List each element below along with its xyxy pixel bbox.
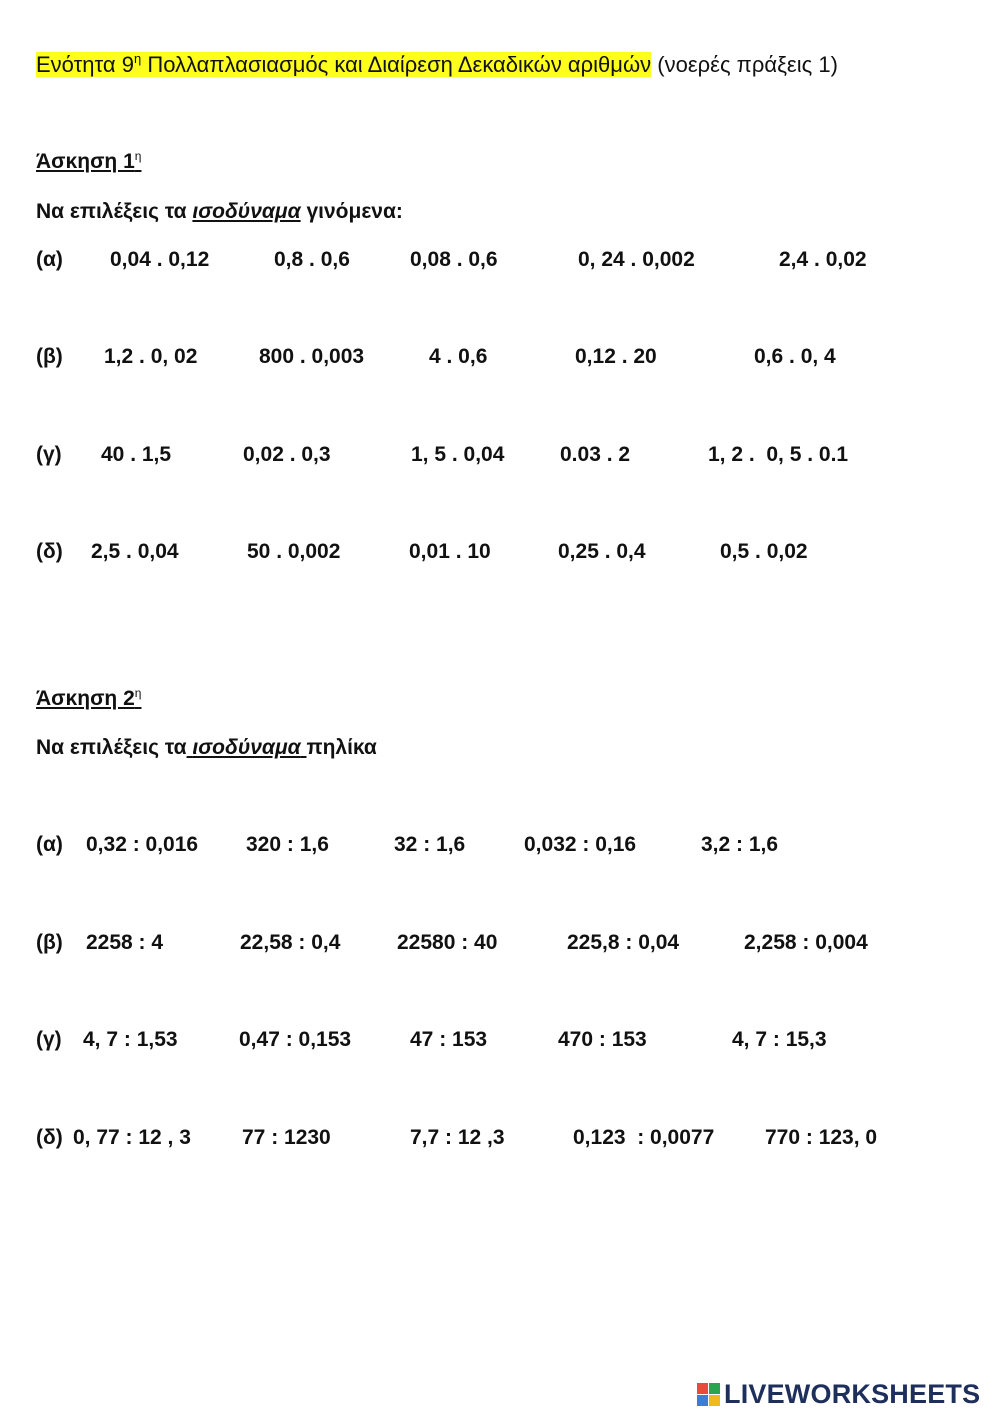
exercise1-keyword: ισοδύναμα — [192, 200, 301, 223]
quotient-option[interactable]: 0,47 : 0,153 — [239, 1028, 352, 1051]
quotient-option[interactable]: 22580 : 40 — [397, 931, 498, 954]
quotient-option[interactable]: 225,8 : 0,04 — [567, 931, 680, 954]
exercise2-row-d — [0, 1123, 1000, 1153]
quotient-option[interactable]: 770 : 123, 0 — [765, 1126, 878, 1149]
exercise2-instruction: Να επιλέξεις τα ισοδύναμα πηλίκα — [36, 736, 377, 759]
logo-text: LIVEWORKSHEETS — [724, 1378, 981, 1409]
exercise2-title: Άσκηση $2^\eta$ — [36, 686, 142, 710]
product-option[interactable]: 0,25 . 0,4 — [558, 540, 646, 563]
product-option[interactable]: 0,6 . 0, 4 — [754, 345, 836, 368]
product-option[interactable]: 0.03 . 2 — [560, 443, 631, 466]
quotient-option[interactable]: 2258 : 4 — [86, 931, 164, 954]
title-topic: Πολλαπλασιασμός και Διαίρεση Δεκαδικών αριθμών — [141, 52, 652, 77]
product-option[interactable]: 0,02 . 0,3 — [243, 443, 331, 466]
product-option[interactable]: 800 . 0,003 — [259, 345, 365, 368]
exercise1-row-a — [0, 245, 1000, 275]
quotient-option[interactable]: 32 : 1,6 — [394, 833, 466, 856]
page-title — [36, 50, 838, 80]
exercise2-row-c — [0, 1025, 1000, 1055]
quotient-option[interactable]: 470 : 153 — [558, 1028, 647, 1051]
product-option[interactable]: 4 . 0,6 — [429, 345, 488, 368]
quotient-option[interactable]: 3,2 : 1,6 — [701, 833, 779, 856]
product-option[interactable]: 40 . 1,5 — [101, 443, 172, 466]
row-label: (α) — [36, 833, 63, 856]
quotient-option[interactable]: 22,58 : 0,4 — [240, 931, 341, 954]
product-option[interactable]: 1, 5 . 0,04 — [411, 443, 505, 466]
product-option[interactable]: 0, 24 . 0,002 — [578, 248, 695, 271]
quotient-option[interactable]: 0,032 : 0,16 — [524, 833, 637, 856]
quotient-option[interactable]: 7,7 : 12 ,3 — [410, 1126, 505, 1149]
product-option[interactable]: 2,5 . 0,04 — [91, 540, 179, 563]
exercise1-row-b — [0, 342, 1000, 372]
quotient-option[interactable]: 2,258 : 0,004 — [744, 931, 868, 954]
product-option[interactable]: 1, 2 . 0, 5 . 0.1 — [708, 443, 849, 466]
quotient-option[interactable]: 4, 7 : 15,3 — [732, 1028, 827, 1051]
product-option[interactable]: 50 . 0,002 — [247, 540, 341, 563]
quotient-option[interactable]: 47 : 153 — [410, 1028, 488, 1051]
product-option[interactable]: 1,2 . 0, 02 — [104, 345, 198, 368]
product-option[interactable]: 0,01 . 10 — [409, 540, 491, 563]
title-highlight — [36, 52, 651, 77]
product-option[interactable]: 2,4 . 0,02 — [779, 248, 867, 271]
row-label: (β) — [36, 931, 63, 954]
exercise2-keyword: ισοδύναμα — [192, 736, 301, 759]
row-label: (α) — [36, 248, 63, 271]
exercise1-title: Άσκηση $1^\eta$ — [36, 149, 142, 173]
product-option[interactable]: 0,5 . 0,02 — [720, 540, 808, 563]
quotient-option[interactable]: 4, 7 : 1,53 — [83, 1028, 178, 1051]
quotient-option[interactable]: 0,32 : 0,016 — [86, 833, 199, 856]
exercise2-row-b — [0, 928, 1000, 958]
exercise2-row-a — [0, 830, 1000, 860]
row-label: (δ) — [36, 540, 63, 563]
liveworksheets-logo-icon — [697, 1383, 720, 1406]
row-label: (γ) — [36, 443, 62, 466]
quotient-option[interactable]: 320 : 1,6 — [246, 833, 329, 856]
product-option[interactable]: 0,08 . 0,6 — [410, 248, 498, 271]
product-option[interactable]: 0,8 . 0,6 — [274, 248, 350, 271]
quotient-option[interactable]: 77 : 1230 — [242, 1126, 331, 1149]
title-subtitle: (νοερές πράξεις 1) — [651, 52, 838, 77]
title-unit: Ενότητα 9 — [36, 52, 134, 77]
liveworksheets-logo[interactable] — [697, 1377, 980, 1411]
exercise1-row-d — [0, 537, 1000, 567]
quotient-option[interactable]: 0,123 : 0,0077 — [573, 1126, 715, 1149]
row-label: (β) — [36, 345, 63, 368]
row-label: (δ) — [36, 1126, 63, 1149]
exercise1-row-c — [0, 440, 1000, 470]
product-option[interactable]: 0,12 . 20 — [575, 345, 657, 368]
product-option[interactable]: 0,04 . 0,12 — [110, 248, 210, 271]
quotient-option[interactable]: 0, 77 : 12 , 3 — [73, 1126, 191, 1149]
row-label: (γ) — [36, 1028, 62, 1051]
title-sup: η — [133, 51, 142, 66]
exercise1-instruction: Να επιλέξεις τα ισοδύναμα γινόμενα: — [36, 200, 403, 223]
